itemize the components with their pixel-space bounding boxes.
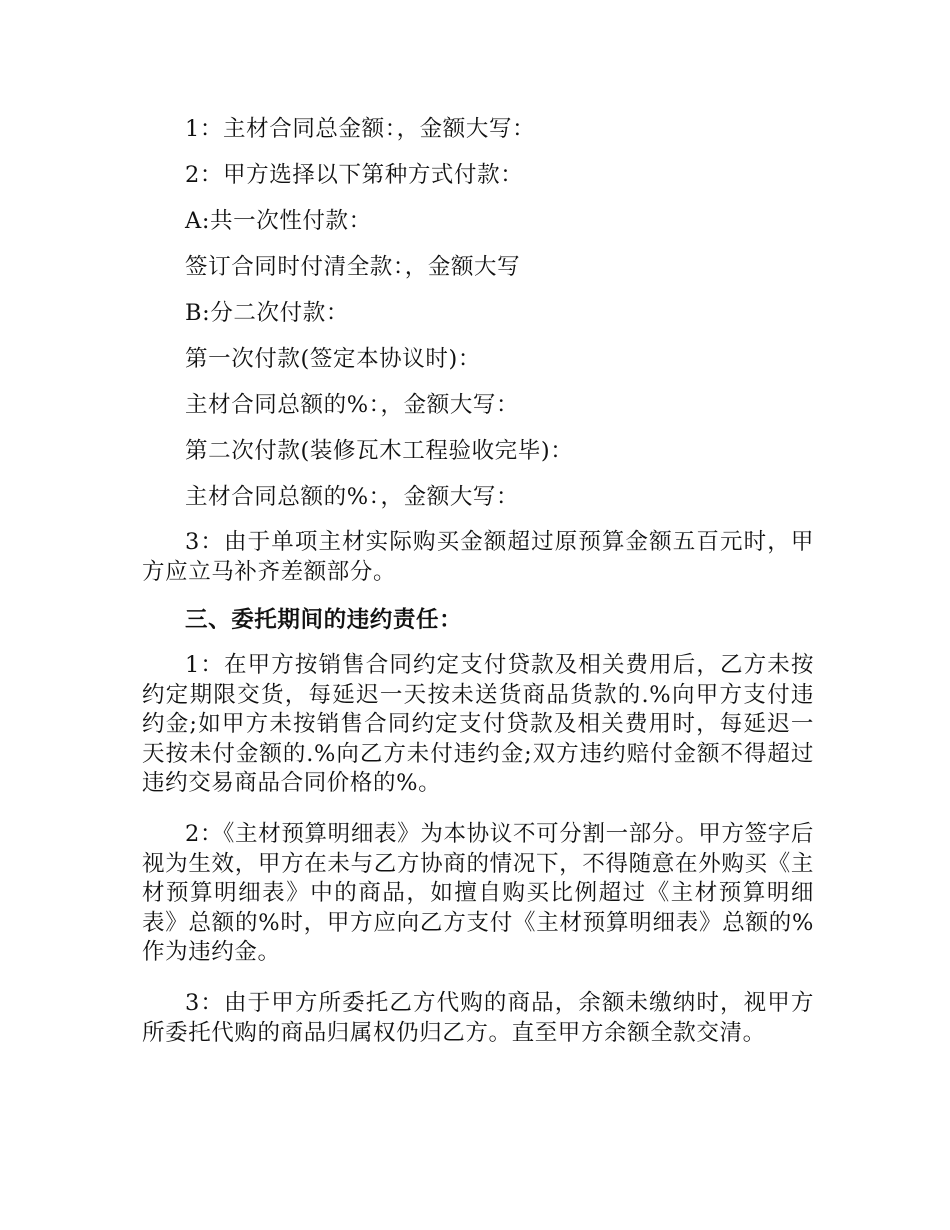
option-a-detail: 签订合同时付清全款：，金额大写 (185, 254, 521, 280)
second-payment-detail: 主材合同总额的%：，金额大写： (185, 484, 520, 510)
option-b-heading: B:分二次付款： (185, 300, 349, 326)
option-a-heading: A:共一次性付款： (185, 208, 372, 234)
first-payment-detail: 主材合同总额的%：，金额大写： (185, 392, 520, 418)
breach-clause-3: 3：由于甲方所委托乙方代购的商品，余额未缴纳时，视甲方所委托代购的商品归属权仍归乙方。直至甲方余额全款交清。 (142, 990, 814, 1046)
breach-clause-2: 2：《主材预算明细表》为本协议不可分割一部分。甲方签字后视为生效，甲方在未与乙方协商的情况下，不得随意在外购买《主材预算明细表》中的商品，如擅自购买比例超过《主材预算明细表》总额的%时，甲方应向乙方支付《主材预算明细表》总额的%作为违约金。 (142, 821, 814, 965)
payment-total-amount-line: 1：主材合同总金额：，金额大写： (185, 116, 536, 142)
breach-section-heading: 三、委托期间的违约责任： (185, 607, 463, 633)
first-payment-heading: 第一次付款(签定本协议时)： (185, 346, 481, 372)
second-payment-heading: 第二次付款(装修瓦木工程验收完毕)： (185, 438, 574, 464)
breach-clause-1: 1：在甲方按销售合同约定支付贷款及相关费用后，乙方未按约定期限交货，每延迟一天按未送货商品货款的.%向甲方支付违约金;如甲方未按销售合同约定支付贷款及相关费用时，每延迟一天按未付金额的.%向乙方未付违约金;双方违约赔付金额不得超过违约交易商品合同价格的%。 (142, 652, 814, 796)
payment-method-choice-line: 2：甲方选择以下第种方式付款： (185, 162, 524, 188)
payment-clause-3: 3：由于单项主材实际购买金额超过原预算金额五百元时，甲方应立马补齐差额部分。 (142, 529, 814, 585)
